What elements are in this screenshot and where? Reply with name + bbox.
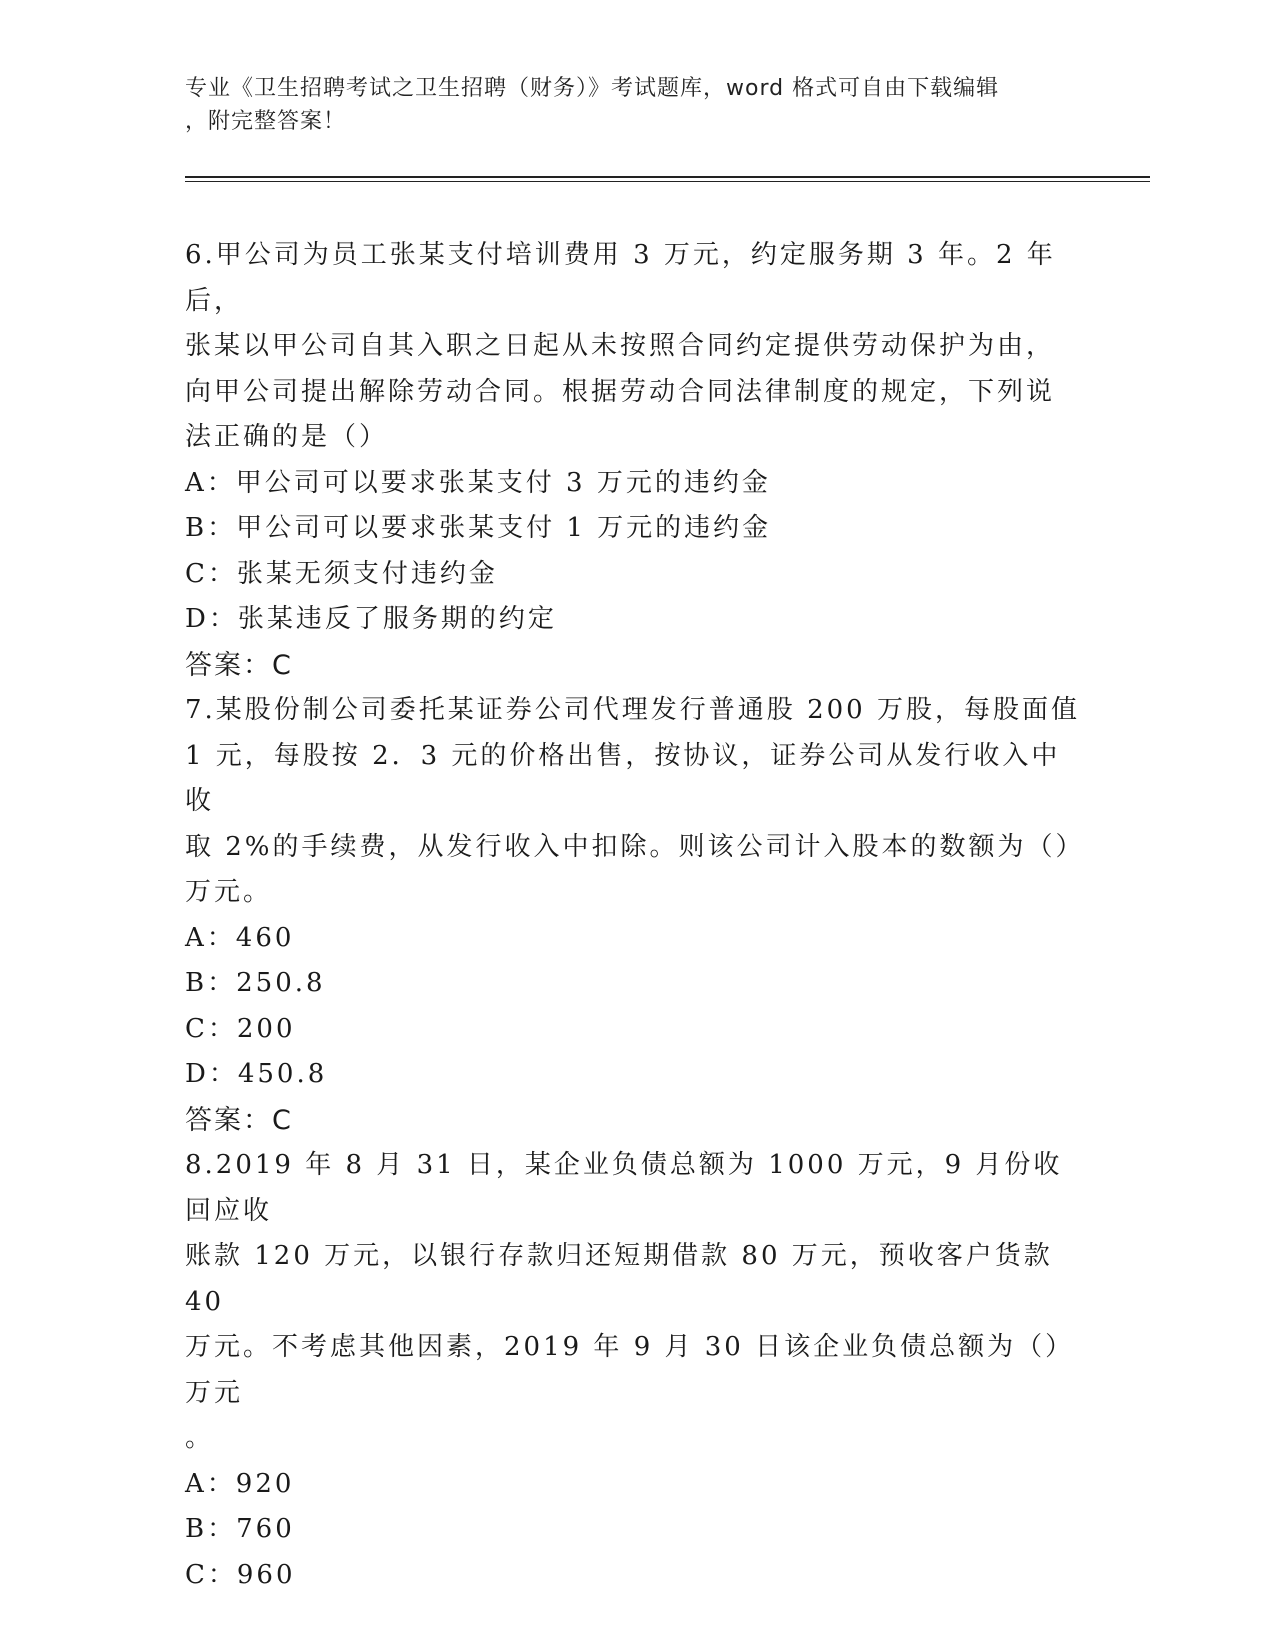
option-c: C：960 [185, 1559, 296, 1590]
option-b: B：甲公司可以要求张某支付 1 万元的违约金 [185, 513, 772, 543]
question-stem-line: 1 元，每股按 2．3 元的价格出售，按协议，证券公司从发行收入中收 [185, 740, 1061, 816]
question-stem-line: 取 2%的手续费，从发行收入中扣除。则该公司计入股本的数额为（） [185, 831, 1085, 862]
question-6 [185, 233, 1085, 688]
option-b: B：250.8 [185, 968, 326, 998]
option-a: A：920 [185, 1468, 295, 1499]
answer-line: 答案：C [185, 649, 293, 681]
answer-line: 答案：C [185, 1104, 293, 1136]
question-stem-line: 向甲公司提出解除劳动合同。根据劳动合同法律制度的规定，下列说 [185, 376, 1056, 407]
question-stem-line: 万元。不考虑其他因素，2019 年 9 月 30 日该企业负债总额为（）万元 [185, 1332, 1075, 1408]
header-divider [185, 176, 1150, 182]
question-stem-line: 7.某股份制公司委托某证券公司代理发行普通股 200 万股，每股面值 [185, 695, 1080, 725]
option-c: C：张某无须支付违约金 [185, 558, 498, 589]
option-b: B：760 [185, 1514, 295, 1544]
question-stem-line: 账款 120 万元，以银行存款归还短期借款 80 万元，预收客户货款 40 [185, 1241, 1053, 1317]
question-stem-line: 法正确的是（） [185, 422, 389, 452]
option-d: D：450.8 [185, 1059, 328, 1089]
option-c: C：200 [185, 1013, 296, 1044]
option-a: A：甲公司可以要求张某支付 3 万元的违约金 [185, 467, 771, 498]
document-header [185, 72, 1065, 138]
question-stem-line: 万元。 [185, 877, 273, 907]
header-line-1: 专业《卫生招聘考试之卫生招聘（财务）》考试题库，word 格式可自由下载编辑 [185, 76, 1000, 101]
option-a: A：460 [185, 922, 295, 953]
question-stem-line: 。 [185, 1423, 215, 1453]
question-8 [185, 1143, 1085, 1598]
option-d: D：张某违反了服务期的约定 [185, 604, 557, 634]
question-stem-line: 6.甲公司为员工张某支付培训费用 3 万元，约定服务期 3 年。2 年后， [185, 240, 1056, 316]
question-stem-line: 张某以甲公司自其入职之日起从未按照合同约定提供劳动保护为由， [185, 331, 1056, 361]
header-line-2: ，附完整答案！ [185, 109, 347, 134]
question-stem-line: 8.2019 年 8 月 31 日，某企业负债总额为 1000 万元，9 月份收回应收 [185, 1150, 1063, 1226]
question-7 [185, 688, 1085, 1143]
